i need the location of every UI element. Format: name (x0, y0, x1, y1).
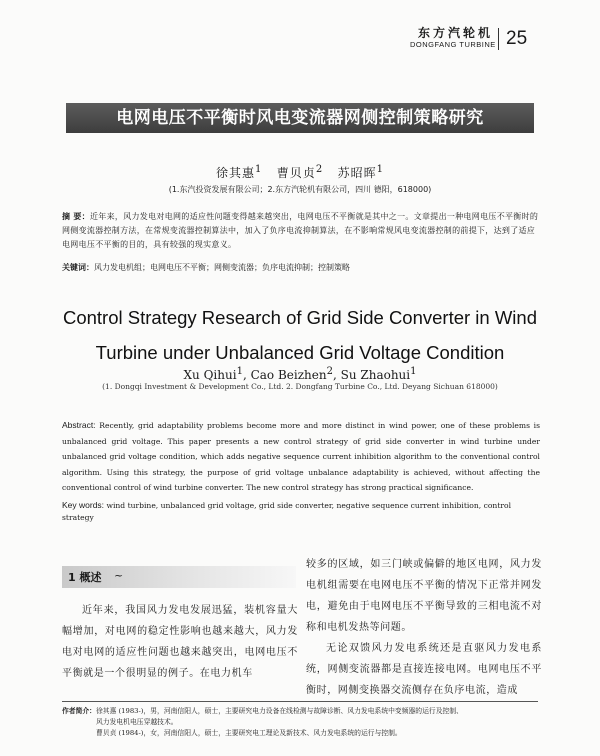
keywords-cn (62, 262, 540, 274)
footnote-line: 徐其惠 (1983-)，男，河南信阳人，硕士，主要研究电力设备在线检测与故障诊断、风力发电系统中变频器的运行及控制、 (95, 707, 463, 715)
author-mark: 2 (326, 366, 333, 377)
footnote-divider (62, 701, 538, 702)
author-cn: 徐其惠 (215, 166, 255, 180)
body-paragraph: 近年来，我国风力发电发展迅猛，装机容量大幅增加，对电网的稳定性影响也越来越大，风力发电对电网的适应性问题也越来越突出，电网电压不平衡就是一个很明显的例子。在电力机车 (62, 605, 298, 679)
authors-cn (0, 164, 600, 181)
keywords-cn-label: 关键词： (62, 263, 94, 272)
body-column-right (306, 554, 542, 701)
author-footnote (62, 706, 540, 739)
keywords-en (62, 499, 540, 524)
section-heading: 1 概述 (68, 571, 102, 584)
footnote-line: 风力发电机电压穿越技术。 (96, 718, 178, 726)
author-en: Xu Qihui (183, 368, 237, 382)
abstract-en (62, 418, 540, 496)
author-en: Cao Beizhen (250, 368, 327, 382)
authors-en: Xu Qihui$^1$, Cao Beizhen$^2$, Su Zhaohui$^1$ (183, 366, 417, 382)
keywords-en-label: Key words: (62, 500, 105, 510)
body-column-left (62, 600, 298, 684)
article-title-en-line1: Control Strategy Research of Grid Side Converter in Wind (62, 307, 537, 328)
article-title-cn: 电网电压不平衡时风电变流器网侧控制策略研究 (116, 108, 484, 128)
abstract-en-text: Recently, grid adaptability problems become more and more distinct in wind power, one of these problems is unbalanced grid voltage. This paper presents a new control strategy of grid side converter in wind turbine under unbalanced grid voltage condition, which adds negative sequence current inhibition algorithm to the conventional control algorithm. Using this strategy, the purpose of grid voltage unbalance adaptability is achieved, without affecting the conventional control of wind turbine converter. The new control strategy has strong practical significance. (62, 421, 540, 492)
body-paragraph: 较多的区域，如三门峡或偏僻的地区电网，风力发电机组需要在电网电压不平衡的情况下正常并网发电，避免由于电网电压不平衡导致的三相电流不对称和电机发热等问题。 (306, 559, 542, 633)
author-mark: 1 (376, 164, 385, 175)
footnote-label: 作者简介： (62, 707, 96, 715)
abstract-cn (62, 210, 540, 252)
author-cn: 曹贝贞 (276, 166, 316, 180)
affiliation-cn: (1.东汽投资发展有限公司；2.东方汽轮机有限公司，四川 德阳，618000) (168, 185, 432, 194)
keywords-cn-text: 风力发电机组；电网电压不平衡；网侧变流器；负序电流抑制；控制策略 (94, 263, 350, 272)
author-cn: 苏昭晖 (337, 166, 377, 180)
article-title-en (40, 300, 560, 370)
page-number: 25 (506, 28, 528, 49)
author-mark: 1 (254, 164, 263, 175)
abstract-cn-text: 近年来，风力发电对电网的适应性问题变得越来越突出，电网电压不平衡就是其中之一。文章提出一种电网电压不平衡时的网侧变流器控制方法，在常规变流器控制算法中，加入了负序电流抑制算法，在不影响常规风电变流器控制的前提下，达到了适应电网电压不平衡的目的，具有较强的现实意义。 (62, 212, 539, 249)
keywords-en-text: wind turbine, unbalanced grid voltage, grid side converter, negative sequence current inhibition, control strategy (62, 501, 511, 522)
section-heading-mark: ~ (114, 569, 124, 582)
header-divider (498, 28, 499, 50)
footnote-line: 曹贝贞 (1984-)，女，河南信阳人，硕士，主要研究电工理论及新技术、风力发电系统的运行与控制。 (96, 729, 402, 737)
author-mark: 2 (315, 164, 324, 175)
abstract-en-label: Abstract: (62, 420, 96, 430)
body-paragraph: 无论双馈风力发电系统还是直驱风力发电系统，网侧变流器都是直接连接电网。电网电压不平衡时，网侧变换器交流侧存在负序电流，造成 (306, 643, 542, 696)
article-title-en-line2: Turbine under Unbalanced Grid Voltage Condition (95, 342, 505, 363)
abstract-cn-label: 摘 要： (62, 212, 90, 221)
author-mark: 1 (410, 366, 417, 377)
author-en: Su Zhaohui (340, 368, 411, 382)
author-mark: 1 (236, 366, 243, 377)
journal-name-cn: 东方汽轮机 (418, 26, 494, 40)
affiliation-en: (1. Dongqi Investment & Development Co., Ltd. 2. Dongfang Turbine Co., Ltd. Deyang Sichuan 618000) (102, 382, 498, 391)
journal-name-en: DONGFANG TURBINE (410, 40, 496, 49)
